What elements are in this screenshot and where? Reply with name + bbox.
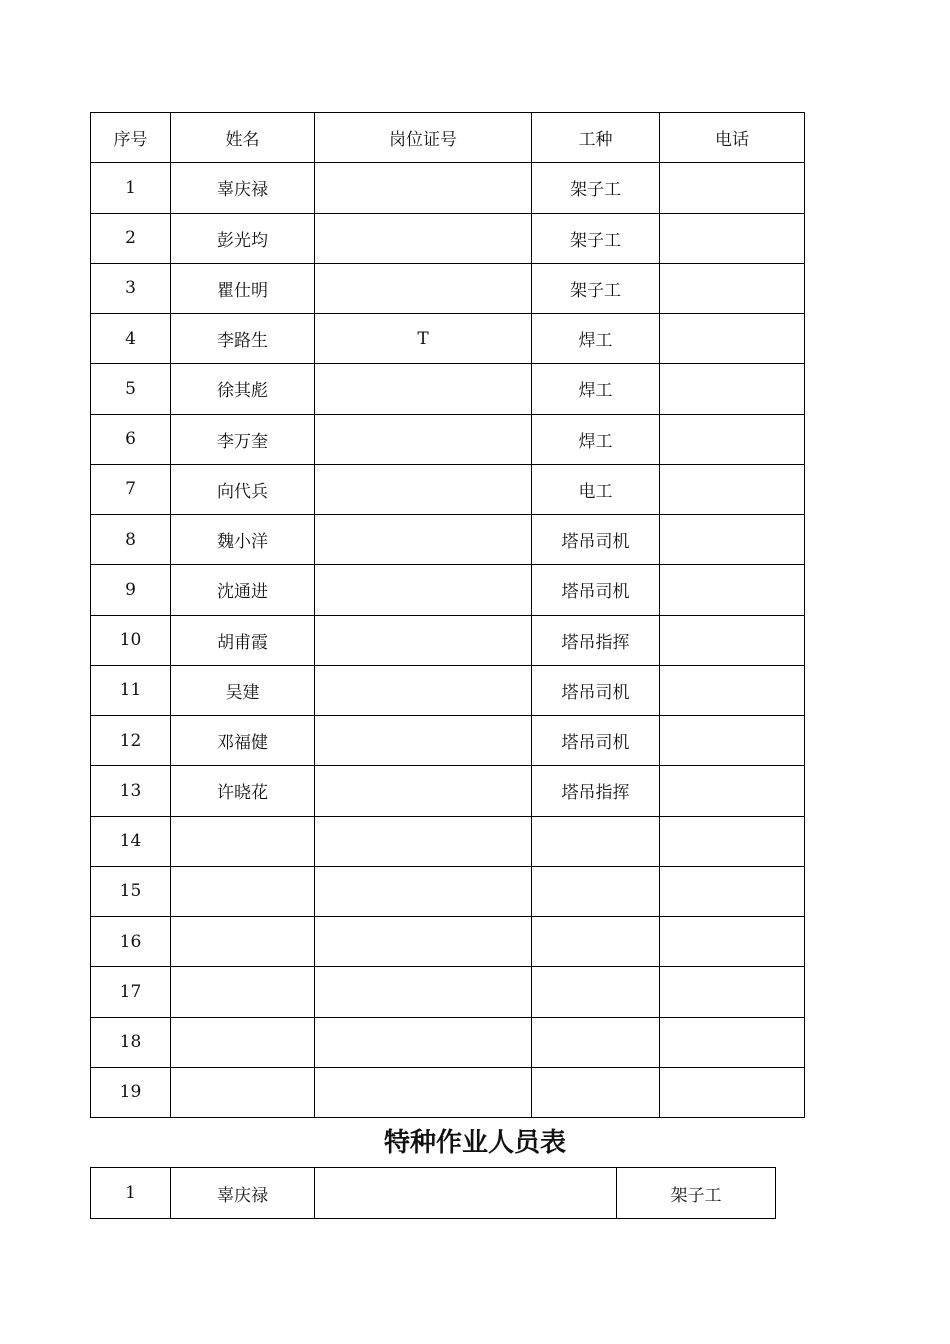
cell-cert (315, 917, 532, 967)
cell-trade (532, 1067, 660, 1117)
cell-phone (660, 414, 805, 464)
cell-name (171, 917, 315, 967)
cell-no: 19 (91, 1067, 171, 1117)
cell-name: 吴建 (171, 665, 315, 715)
cell-name (171, 1067, 315, 1117)
table-row (91, 515, 805, 565)
cell-no: 14 (91, 816, 171, 866)
table-row (91, 414, 805, 464)
table-row (91, 967, 805, 1017)
cell-phone (660, 917, 805, 967)
cell-cert (315, 263, 532, 313)
cell-no: 17 (91, 967, 171, 1017)
cell-no: 16 (91, 917, 171, 967)
cell-trade (532, 1017, 660, 1067)
cell-phone (660, 766, 805, 816)
cell-name (171, 816, 315, 866)
header-name: 姓名 (171, 113, 315, 163)
cell-cert (315, 1017, 532, 1067)
cell-name: 邓福健 (171, 716, 315, 766)
page-title: 特种作业人员表 (383, 1128, 566, 1158)
cell-no: 10 (91, 615, 171, 665)
personnel-table (90, 112, 805, 1118)
table-header-row (91, 113, 805, 163)
cell-phone (660, 515, 805, 565)
header-phone: 电话 (660, 113, 805, 163)
cell-name: 李路生 (171, 314, 315, 364)
cell-trade: 架子工 (532, 263, 660, 313)
table-row (91, 1168, 776, 1219)
cell-phone (660, 163, 805, 213)
cell-no: 1 (91, 1168, 171, 1219)
cell-trade: 架子工 (532, 213, 660, 263)
cell-phone (660, 1067, 805, 1117)
cell-cert: T (315, 314, 532, 364)
cell-cert (315, 515, 532, 565)
table-row (91, 565, 805, 615)
cell-name (171, 866, 315, 916)
cell-trade (532, 917, 660, 967)
table-row (91, 163, 805, 213)
table-row (91, 866, 805, 916)
cell-no: 4 (91, 314, 171, 364)
cell-trade: 塔吊指挥 (532, 615, 660, 665)
cell-cert (315, 163, 532, 213)
cell-phone (660, 665, 805, 715)
header-cert: 岗位证号 (315, 113, 532, 163)
cell-cert (315, 665, 532, 715)
table-row (91, 716, 805, 766)
cell-name: 辜庆禄 (171, 163, 315, 213)
cell-phone (660, 364, 805, 414)
cell-phone (660, 464, 805, 514)
table-row (91, 314, 805, 364)
cell-no: 3 (91, 263, 171, 313)
cell-trade: 架子工 (532, 163, 660, 213)
cell-cert (315, 967, 532, 1017)
cell-trade: 焊工 (532, 314, 660, 364)
cell-no: 13 (91, 766, 171, 816)
table-row (91, 1067, 805, 1117)
cell-trade: 焊工 (532, 364, 660, 414)
cell-cert (315, 464, 532, 514)
cell-phone (660, 716, 805, 766)
cell-name (171, 1017, 315, 1067)
cell-phone (660, 213, 805, 263)
cell-trade: 焊工 (532, 414, 660, 464)
cell-trade: 塔吊指挥 (532, 766, 660, 816)
cell-no: 7 (91, 464, 171, 514)
cell-no: 18 (91, 1017, 171, 1067)
table-row (91, 263, 805, 313)
cell-name: 向代兵 (171, 464, 315, 514)
cell-name: 沈通进 (171, 565, 315, 615)
cell-phone (660, 1017, 805, 1067)
cell-name: 徐其彪 (171, 364, 315, 414)
cell-phone (660, 816, 805, 866)
cell-phone (660, 967, 805, 1017)
table-row (91, 816, 805, 866)
cell-trade: 电工 (532, 464, 660, 514)
cell-trade: 塔吊司机 (532, 665, 660, 715)
personnel-table-continued (90, 1167, 776, 1219)
cell-no: 9 (91, 565, 171, 615)
cell-trade: 塔吊司机 (532, 716, 660, 766)
cell-phone (660, 263, 805, 313)
cell-cert (315, 565, 532, 615)
cell-no: 2 (91, 213, 171, 263)
cell-cert (315, 766, 532, 816)
cell-name: 胡甫霞 (171, 615, 315, 665)
cell-phone (660, 866, 805, 916)
cell-no: 15 (91, 866, 171, 916)
cell-cert (315, 716, 532, 766)
header-no: 序号 (91, 113, 171, 163)
cell-phone (660, 615, 805, 665)
table-row (91, 665, 805, 715)
cell-no: 5 (91, 364, 171, 414)
cell-no: 6 (91, 414, 171, 464)
table-row (91, 766, 805, 816)
cell-name: 许晓花 (171, 766, 315, 816)
cell-trade: 塔吊司机 (532, 565, 660, 615)
cell-trade (532, 816, 660, 866)
cell-name: 辜庆禄 (171, 1168, 315, 1219)
cell-cert (315, 866, 532, 916)
cell-no: 12 (91, 716, 171, 766)
cell-phone (660, 565, 805, 615)
cell-name: 李万奎 (171, 414, 315, 464)
cell-name: 魏小洋 (171, 515, 315, 565)
cell-no: 1 (91, 163, 171, 213)
cell-trade: 塔吊司机 (532, 515, 660, 565)
cell-cert (315, 615, 532, 665)
table-row (91, 615, 805, 665)
cell-phone (660, 314, 805, 364)
cell-cert (315, 414, 532, 464)
cell-name (171, 967, 315, 1017)
cell-cert (315, 1067, 532, 1117)
cell-cert (315, 1168, 617, 1219)
table-row (91, 364, 805, 414)
table-row (91, 464, 805, 514)
cell-cert (315, 816, 532, 866)
second-table-body (91, 1168, 776, 1219)
table-row (91, 213, 805, 263)
cell-no: 8 (91, 515, 171, 565)
table-row (91, 917, 805, 967)
cell-trade (532, 866, 660, 916)
cell-trade: 架子工 (617, 1168, 776, 1219)
table-row (91, 1017, 805, 1067)
cell-trade (532, 967, 660, 1017)
header-trade: 工种 (532, 113, 660, 163)
cell-name: 瞿仕明 (171, 263, 315, 313)
cell-cert (315, 213, 532, 263)
cell-cert (315, 364, 532, 414)
cell-name: 彭光均 (171, 213, 315, 263)
cell-no: 11 (91, 665, 171, 715)
table-body (91, 163, 805, 1118)
